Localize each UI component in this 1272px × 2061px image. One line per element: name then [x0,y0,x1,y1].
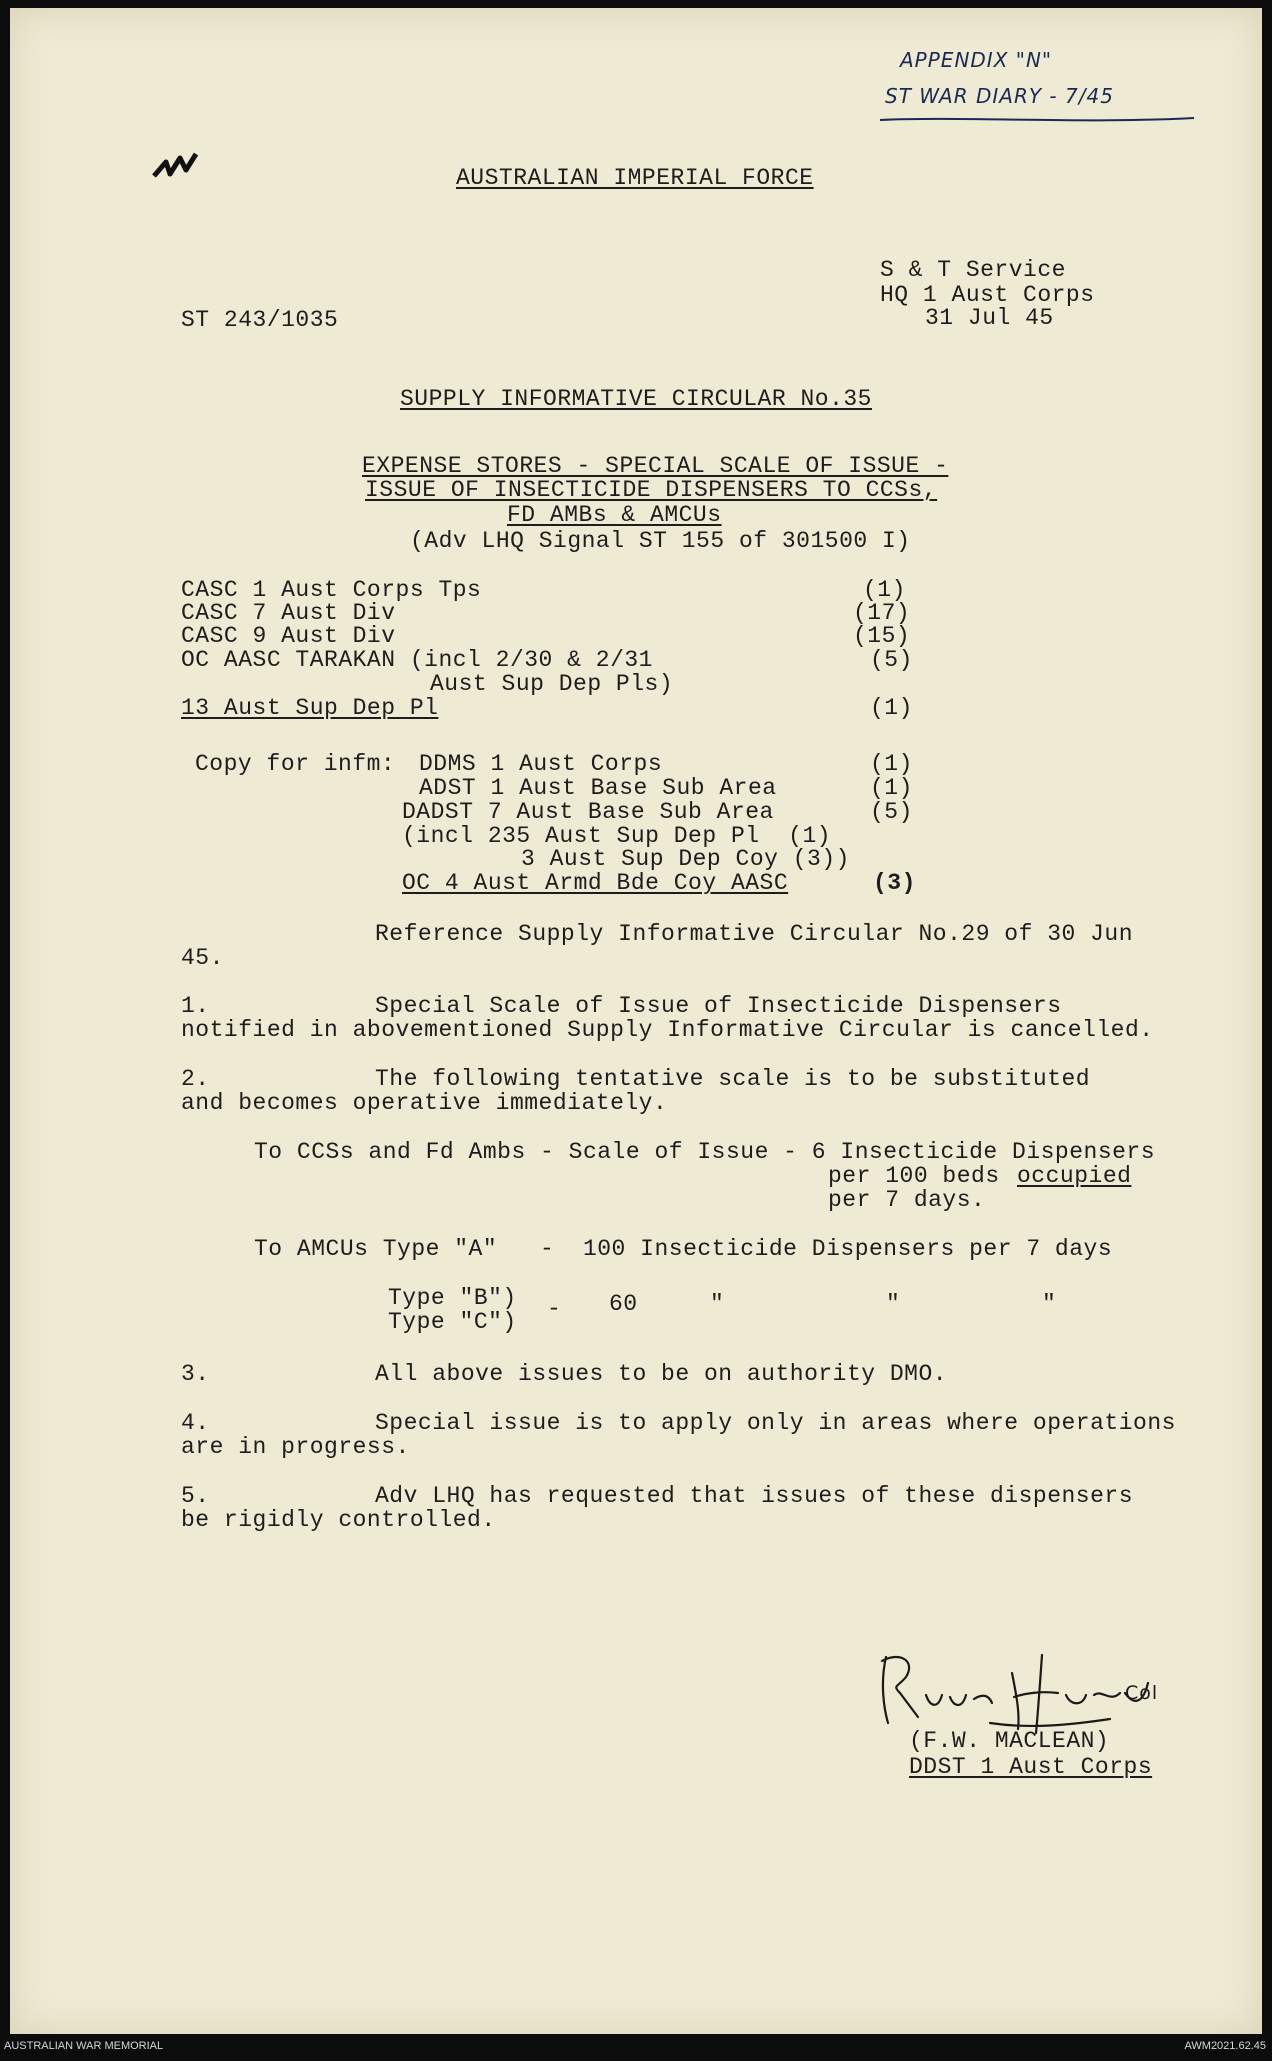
reference-line: 45. [181,945,224,971]
footer-catalogue-id: AWM2021.62.45 [1184,2040,1266,2052]
document-heading: AUSTRALIAN IMPERIAL FORCE [456,165,814,191]
sender-unit: S & T Service [880,257,1066,283]
ditto-mark: " [886,1291,901,1317]
info-recipient: DDMS 1 Aust Corps [419,751,663,777]
distribution-name: OC AASC TARAKAN (incl 2/30 & 2/31 [181,647,653,673]
reference-line: Reference Supply Informative Circular No.29 of 30 Jun [375,921,1134,947]
paragraph-text: Special Scale of Issue of Insecticide Dispensers [375,993,1062,1019]
distribution-copies: (1) [870,695,913,721]
distribution-name: CASC 9 Aust Div [181,623,396,649]
distribution-name: CASC 7 Aust Div [181,600,396,626]
info-copies: (3) [873,870,916,896]
info-copies: (1) [870,751,913,777]
document-page [10,8,1262,2034]
subject-line-4: (Adv LHQ Signal ST 155 of 301500 I) [410,528,911,554]
info-recipient: DADST 7 Aust Base Sub Area [402,799,774,825]
footer-source: AUSTRALIAN WAR MEMORIAL [4,2040,164,2052]
scale-line: To CCSs and Fd Ambs - Scale of Issue - 6 Insecticide Dispensers [254,1139,1156,1165]
signatory-name: (F.W. MACLEAN) [909,1728,1110,1754]
scale-line: To AMCUs Type "A" - 100 Insecticide Dispensers per 7 days [254,1236,1113,1262]
paragraph-number: 1. [181,993,210,1019]
distribution-name: Aust Sup Dep Pls) [430,671,674,697]
sender-hq: HQ 1 Aust Corps [880,282,1095,308]
distribution-copies: (17) [853,600,911,626]
distribution-name: 13 Aust Sup Dep Pl [181,695,439,721]
info-recipient: (incl 235 Aust Sup Dep Pl (1) [402,823,832,849]
appendix-annotation: APPENDIX "N" [900,48,1053,72]
paragraph-number: 5. [181,1483,210,1509]
annotation-underline [878,112,1198,126]
file-reference: ST 243/1035 [181,307,339,333]
ink-mark [150,148,200,188]
paragraph-text: notified in abovementioned Supply Informative Circular is cancelled. [181,1017,1154,1043]
info-copies: (1) [870,775,913,801]
subject-line-3: FD AMBs & AMCUs [507,502,722,528]
paragraph-text: are in progress. [181,1434,410,1460]
signatory-title: DDST 1 Aust Corps [909,1754,1153,1780]
paragraph-text: be rigidly controlled. [181,1507,496,1533]
scale-line-emphasis: occupied [1017,1163,1132,1189]
subject-line-1: EXPENSE STORES - SPECIAL SCALE OF ISSUE - [362,453,949,479]
info-recipient: ADST 1 Aust Base Sub Area [419,775,777,801]
ditto-mark: " [710,1291,725,1317]
distribution-name: CASC 1 Aust Corps Tps [181,577,482,603]
scale-quantity: 60 [609,1291,638,1317]
distribution-copies: (1) [863,577,906,603]
scale-line-part: per 100 beds [828,1163,1014,1189]
paragraph-text: Special issue is to apply only in areas where operations [375,1410,1176,1436]
paragraph-number: 3. [181,1361,210,1387]
signature-rank: Col [1125,1682,1159,1704]
scale-line: per 7 days. [828,1187,986,1213]
scale-type: Type "B") [388,1285,517,1311]
copy-for-info-label: Copy for infm: [195,751,396,777]
paragraph-text: and becomes operative immediately. [181,1090,668,1116]
ditto-mark: " [1042,1291,1057,1317]
subject-line-2: ISSUE OF INSECTICIDE DISPENSERS TO CCSs, [365,477,938,503]
scale-type: Type "C") [388,1309,517,1335]
distribution-copies: (5) [870,647,913,673]
circular-title: SUPPLY INFORMATIVE CIRCULAR No.35 [400,386,872,412]
scale-dash: - [547,1296,562,1322]
paragraph-number: 2. [181,1066,210,1092]
distribution-copies: (15) [853,623,911,649]
paragraph-text: The following tentative scale is to be substituted [375,1066,1091,1092]
paragraph-text: All above issues to be on authority DMO. [375,1361,948,1387]
info-recipient: OC 4 Aust Armd Bde Coy AASC [402,870,789,896]
info-recipient: 3 Aust Sup Dep Coy (3)) [521,846,850,872]
paragraph-text: Adv LHQ has requested that issues of these dispensers [375,1483,1134,1509]
info-copies: (5) [870,799,913,825]
paragraph-number: 4. [181,1410,210,1436]
war-diary-annotation: ST WAR DIARY - 7/45 [885,84,1114,108]
document-date: 31 Jul 45 [925,305,1054,331]
